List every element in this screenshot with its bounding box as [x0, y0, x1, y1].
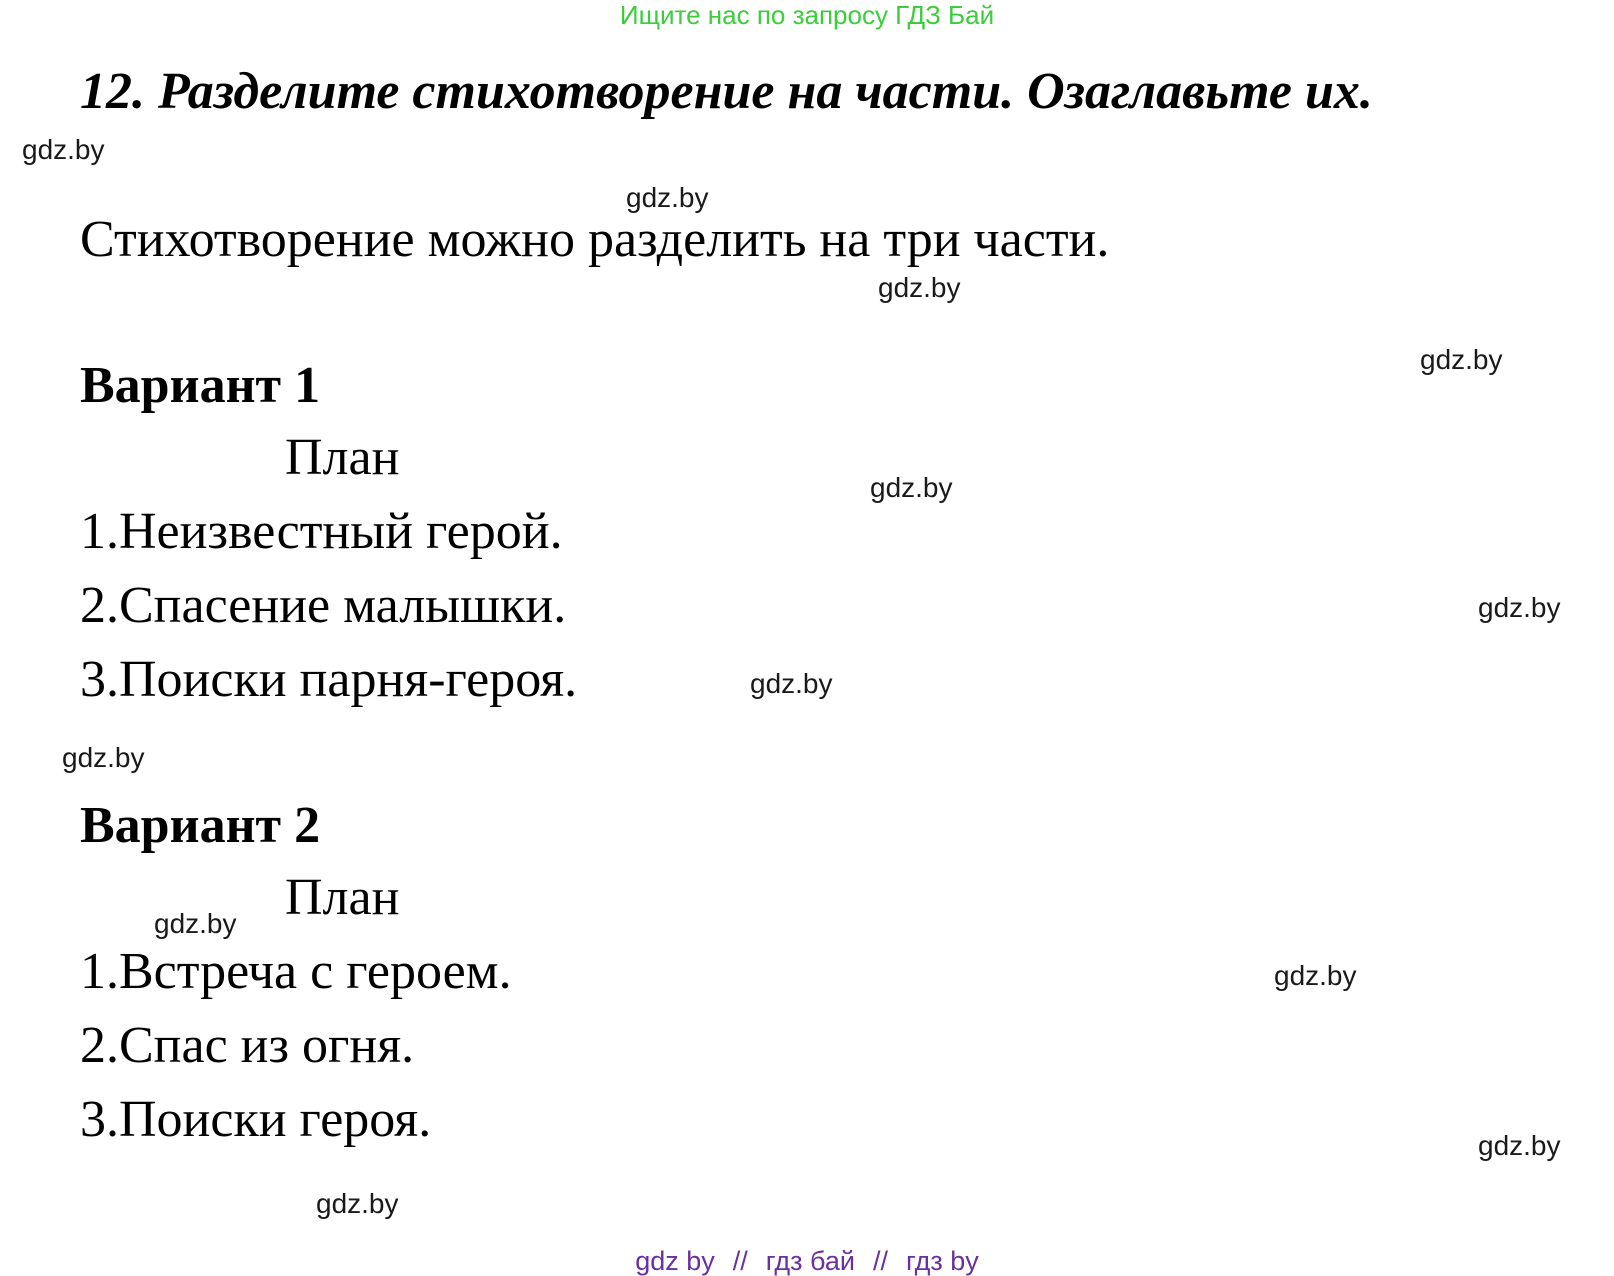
watermark: gdz.by: [870, 472, 953, 503]
variant-2-item-1: 1.Встреча с героем.: [80, 943, 512, 1000]
variant-1-item-2: 2.Спасение малышки.: [80, 577, 567, 634]
watermark: gdz.by: [1478, 592, 1561, 623]
watermark: gdz.by: [750, 668, 833, 699]
variant-2-item-3: 3.Поиски героя.: [80, 1091, 432, 1148]
variant-1-heading: Вариант 1: [80, 357, 321, 414]
watermark: gdz.by: [1478, 1130, 1561, 1161]
watermark: gdz.by: [62, 742, 145, 773]
watermark: gdz.by: [22, 134, 105, 165]
footer-separator: //: [872, 1246, 888, 1276]
variant-2-heading: Вариант 2: [80, 797, 321, 854]
watermark: gdz.by: [154, 908, 237, 939]
watermark: gdz.by: [1420, 344, 1503, 375]
variant-2-plan-label: План: [285, 869, 400, 926]
watermark: gdz.by: [878, 272, 961, 303]
variant-2-item-2: 2.Спас из огня.: [80, 1017, 415, 1074]
variant-1-plan-label: План: [285, 429, 400, 486]
search-hint-header: Ищите нас по запросу ГДЗ Бай: [619, 0, 995, 30]
footer-link-gdz-by[interactable]: gdz by: [635, 1246, 715, 1276]
watermark: gdz.by: [1274, 960, 1357, 991]
variant-1-item-1: 1.Неизвестный герой.: [80, 503, 563, 560]
footer-separator: //: [732, 1246, 748, 1276]
footer-link-gdz-by-cyr[interactable]: гдз by: [906, 1246, 979, 1276]
task-title: 12. Разделите стихотворение на части. Озаглавьте их.: [80, 63, 1373, 120]
watermark: gdz.by: [316, 1188, 399, 1219]
watermark: gdz.by: [626, 182, 709, 213]
variant-1-item-3: 3.Поиски парня-героя.: [80, 651, 578, 708]
footer-link-gdz-bai[interactable]: гдз бай: [765, 1246, 855, 1276]
intro-text: Стихотворение можно разделить на три части.: [80, 211, 1110, 268]
